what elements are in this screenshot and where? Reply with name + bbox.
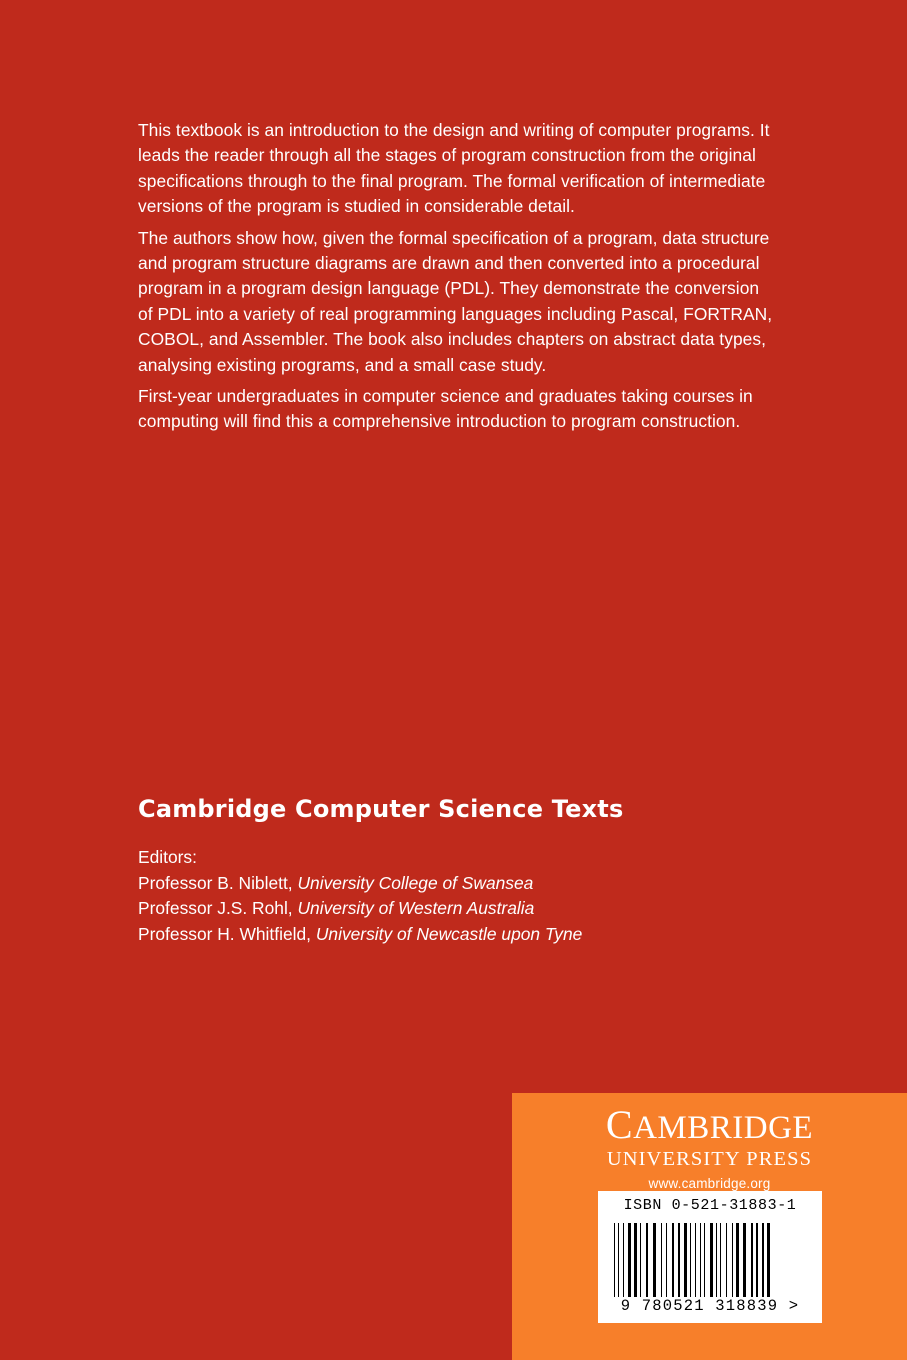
series-title: Cambridge Computer Science Texts (138, 795, 624, 823)
blurb-paragraph-2: The authors show how, given the formal specification of a program, data structure and program structure diagrams are drawn and then converted into a procedural program in a program design language (PDL). They demonstrate the conversion of PDL into a variety of real programming languages including Pascal, FORTRAN, COBOL, and Assembler. The book also includes chapters on abstract data types, analysing existing programs, and a small case study. (138, 227, 773, 375)
blurb-paragraph-3: First-year undergraduates in computer science and graduates taking courses in computing will find this a comprehensive introduction to program construction. (138, 386, 753, 432)
editors-label: Editors: (138, 847, 197, 867)
editor-affiliation: University of Western Australia (297, 898, 535, 919)
blurb-text (138, 118, 778, 435)
editor-entry (138, 871, 838, 896)
barcode-bars (614, 1223, 806, 1297)
cambridge-wordmark (512, 1102, 907, 1191)
editor-name: Professor B. Niblett, (138, 873, 293, 893)
editor-affiliation: University College of Swansea (297, 873, 534, 893)
publisher-name-rest: AMBRIDGE (633, 1110, 814, 1146)
publisher-name-initial: C (605, 1102, 634, 1147)
publisher-subtitle: UNIVERSITY PRESS (606, 1148, 813, 1170)
editor-entry (138, 896, 838, 921)
publisher-url: www.cambridge.org (648, 1176, 771, 1191)
blurb-paragraph-1: This textbook is an introduction to the design and writing of computer programs. It leads the reader through all the stages of program construction from the original specifications through to the final program. The formal verification of intermediate versions of the program is studied in considerable detail. (138, 120, 770, 217)
editor-entry (138, 922, 838, 947)
ean-digits: 9 780521 318839 > (620, 1297, 800, 1315)
barcode (598, 1191, 822, 1323)
editor-name: Professor J.S. Rohl, (138, 898, 293, 919)
publisher-logo-panel (512, 1093, 907, 1360)
isbn-label: ISBN 0-521-31883-1 (623, 1197, 797, 1214)
editor-name: Professor H. Whitfield, (138, 923, 311, 944)
editor-affiliation: University of Newcastle upon Tyne (315, 923, 583, 944)
series-block (138, 795, 838, 947)
publisher-name (512, 1102, 907, 1147)
